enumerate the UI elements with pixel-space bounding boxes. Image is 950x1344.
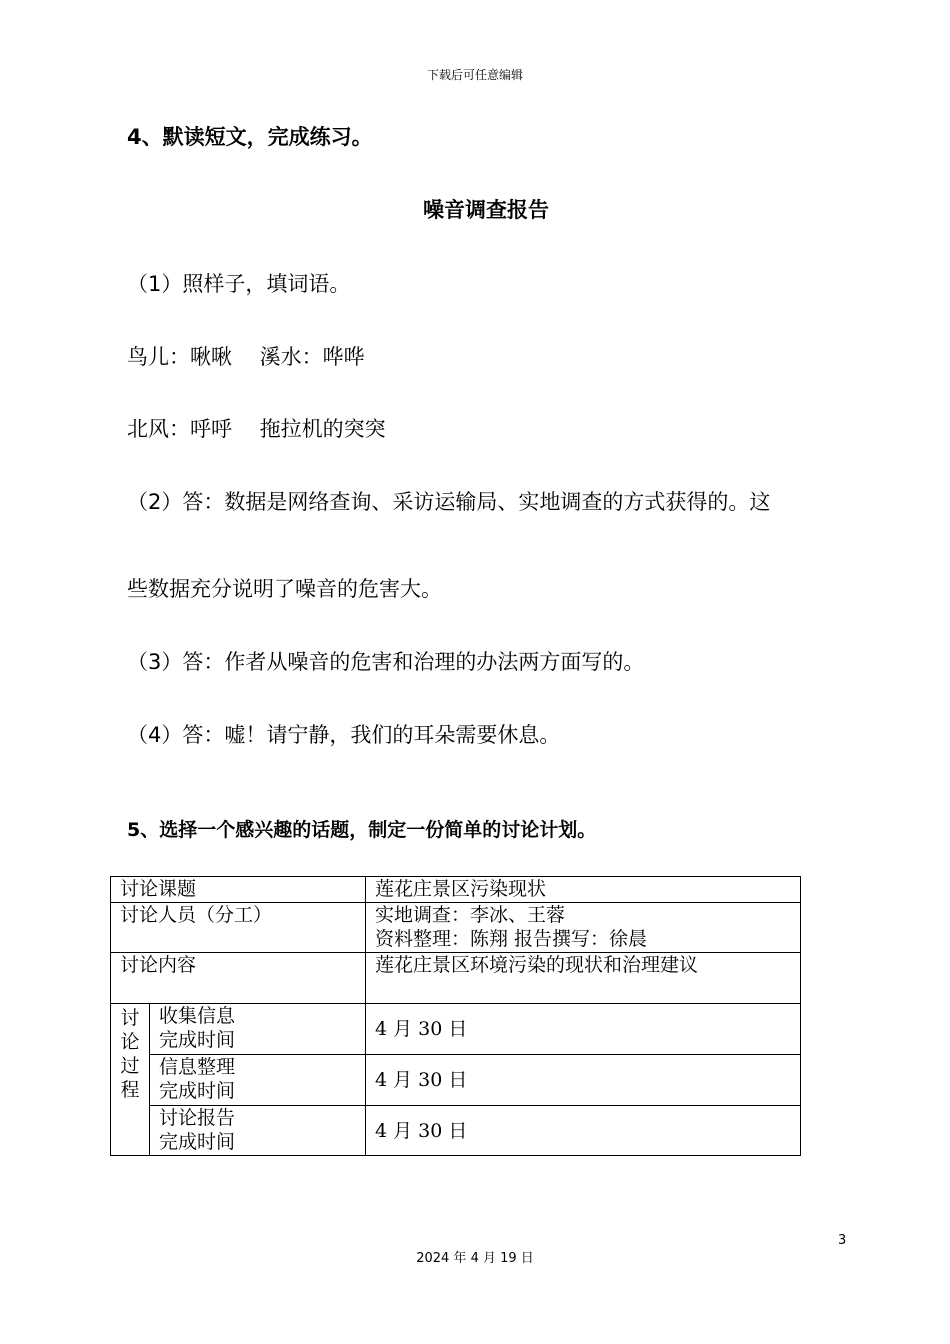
- process-char: 程: [120, 1079, 140, 1101]
- page-number: 3: [838, 1233, 847, 1248]
- step-label: [150, 1055, 366, 1106]
- content-value: 莲花庄景区环境污染的现状和治理建议: [366, 953, 801, 1004]
- step-time-label: 完成时间: [159, 1131, 236, 1153]
- content-label: 讨论内容: [111, 953, 366, 1004]
- answer-2-line-1: （2）答：数据是网络查询、采访运输局、实地调查的方式获得的。这: [127, 490, 771, 514]
- page-footer-date: 2024 年 4 月 19 日: [416, 1251, 534, 1266]
- article-title: 噪音调查报告: [423, 198, 549, 222]
- members-label: 讨论人员（分工）: [111, 903, 366, 953]
- answer-1-heading: （1）照样子，填词语。: [127, 272, 351, 296]
- answer-4: （4）答：嘘！请宁静，我们的耳朵需要休息。: [127, 723, 561, 747]
- process-char: 过: [120, 1055, 140, 1077]
- topic-value: 莲花庄景区污染现状: [366, 877, 801, 903]
- step-label: [150, 1004, 366, 1055]
- step-date: 4 月 30 日: [366, 1055, 801, 1106]
- table-row: [111, 1055, 801, 1106]
- step-time-label: 完成时间: [159, 1029, 236, 1051]
- members-value: [366, 903, 801, 953]
- answer-3: （3）答：作者从噪音的危害和治理的办法两方面写的。: [127, 650, 645, 674]
- answer-2-line-2: 些数据充分说明了噪音的危害大。: [127, 577, 442, 601]
- answer-1-line-2: 北风：呼呼 拖拉机的突突: [127, 417, 386, 441]
- step-name: 信息整理: [159, 1056, 236, 1078]
- step-date: 4 月 30 日: [366, 1004, 801, 1055]
- table-row: [111, 877, 801, 903]
- page-header: 下载后可任意编辑: [426, 68, 523, 82]
- discussion-plan-table: [110, 876, 801, 1156]
- question-5-heading: 5、选择一个感兴趣的话题，制定一份简单的讨论计划。: [127, 819, 597, 841]
- members-line-1: 实地调查：李冰、王蓉: [375, 904, 566, 926]
- question-4-heading: 4、默读短文，完成练习。: [127, 125, 373, 149]
- table-row: [111, 953, 801, 1004]
- process-char: 论: [120, 1031, 140, 1053]
- table-row: [111, 1106, 801, 1156]
- step-date: 4 月 30 日: [366, 1106, 801, 1156]
- table-row: [111, 903, 801, 953]
- step-label: [150, 1106, 366, 1156]
- answer-1-line-1: 鸟儿：啾啾 溪水：哗哗: [127, 345, 365, 369]
- step-name: 讨论报告: [159, 1107, 236, 1129]
- process-char: 讨: [120, 1007, 140, 1029]
- process-label: [111, 1004, 150, 1156]
- table-row: [111, 1004, 801, 1055]
- step-name: 收集信息: [159, 1005, 236, 1027]
- step-time-label: 完成时间: [159, 1080, 236, 1102]
- members-line-2: 资料整理：陈翔 报告撰写：徐晨: [375, 928, 648, 950]
- topic-label: 讨论课题: [111, 877, 366, 903]
